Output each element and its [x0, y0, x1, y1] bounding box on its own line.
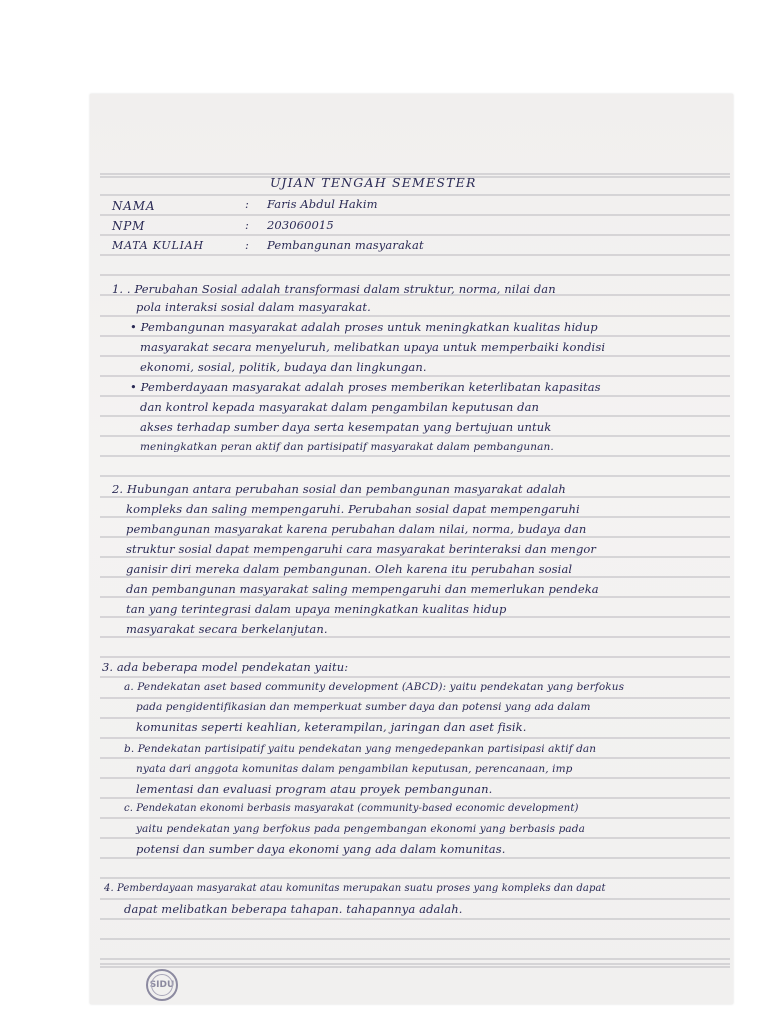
course-value: Pembangunan masyarakat [267, 238, 424, 252]
answer-line: komunitas seperti keahlian, keterampilan, jaringan dan aset fisik. [136, 720, 527, 734]
answer-line: pada pengidentifikasian dan memperkuat sumber daya dan potensi yang ada dalam [136, 701, 591, 713]
npm-separator: : [245, 218, 249, 232]
answer-line: kompleks dan saling mempengaruhi. Perubahan sosial dapat mempengaruhi [126, 502, 580, 516]
npm-value: 203060015 [267, 218, 334, 232]
answer-line: 2. Hubungan antara perubahan sosial dan pembangunan masyarakat adalah [112, 482, 566, 496]
course-separator: : [245, 238, 249, 252]
answer-line: dan kontrol kepada masyarakat dalam pengambilan keputusan dan [140, 400, 540, 414]
answer-line: pembangunan masyarakat karena perubahan dalam nilai, norma, budaya dan [126, 522, 587, 536]
answer-line: ganisir diri mereka dalam pembangunan. Oleh karena itu perubahan sosial [126, 562, 573, 576]
answer-line: a. Pendekatan aset based community development (ABCD): yaitu pendekatan yang berfokus [124, 681, 625, 693]
answer-sheet [90, 94, 733, 1004]
answer-line: masyarakat secara menyeluruh, melibatkan upaya untuk memperbaiki kondisi [140, 340, 606, 354]
answer-line: potensi dan sumber daya ekonomi yang ada dalam komunitas. [136, 842, 506, 856]
answer-line: • Pembangunan masyarakat adalah proses untuk meningkatkan kualitas hidup [130, 320, 598, 334]
answer-line: masyarakat secara berkelanjutan. [126, 622, 328, 636]
paper-brand-stamp [146, 969, 178, 1001]
answer-line: dan pembangunan masyarakat saling mempengaruhi dan memerlukan pendeka [126, 582, 599, 596]
answer-line: struktur sosial dapat mempengaruhi cara masyarakat berinteraksi dan mengor [126, 542, 597, 556]
answer-line: yaitu pendekatan yang berfokus pada pengembangan ekonomi yang berbasis pada [136, 823, 585, 835]
stamp-text: SIDU [149, 980, 175, 990]
answer-line: tan yang terintegrasi dalam upaya meningkatkan kualitas hidup [126, 602, 507, 616]
npm-label: NPM [112, 219, 146, 233]
name-value: Faris Abdul Hakim [267, 197, 378, 211]
answer-line: pola interaksi sosial dalam masyarakat. [136, 300, 371, 314]
answer-line: b. Pendekatan partisipatif yaitu pendekatan yang mengedepankan partisipasi aktif dan [124, 743, 597, 755]
answer-line: nyata dari anggota komunitas dalam pengambilan keputusan, perencanaan, imp [136, 763, 573, 775]
answer-line: akses terhadap sumber daya serta kesempatan yang bertujuan untuk [140, 420, 552, 434]
answer-line: c. Pendekatan ekonomi berbasis masyarakat (community-based economic development) [124, 803, 579, 814]
exam-title: UJIAN TENGAH SEMESTER [270, 175, 477, 190]
answer-line: • Pemberdayaan masyarakat adalah proses memberikan keterlibatan kapasitas [130, 380, 601, 394]
answer-line: dapat melibatkan beberapa tahapan. tahapannya adalah. [124, 902, 463, 916]
name-label: NAMA [112, 199, 156, 213]
answer-line: 4. Pemberdayaan masyarakat atau komunitas merupakan suatu proses yang kompleks dan dapat [104, 883, 606, 894]
name-separator: : [245, 197, 249, 211]
answer-line: ekonomi, sosial, politik, budaya dan lingkungan. [140, 360, 427, 374]
answer-line: meningkatkan peran aktif dan partisipatif masyarakat dalam pembangunan. [140, 441, 554, 453]
answer-line: lementasi dan evaluasi program atau proyek pembangunan. [136, 782, 493, 796]
answer-line: 1. . Perubahan Sosial adalah transformasi dalam struktur, norma, nilai dan [112, 282, 556, 296]
course-label: MATA KULIAH [112, 239, 204, 252]
answer-line: 3. ada beberapa model pendekatan yaitu: [102, 660, 349, 674]
